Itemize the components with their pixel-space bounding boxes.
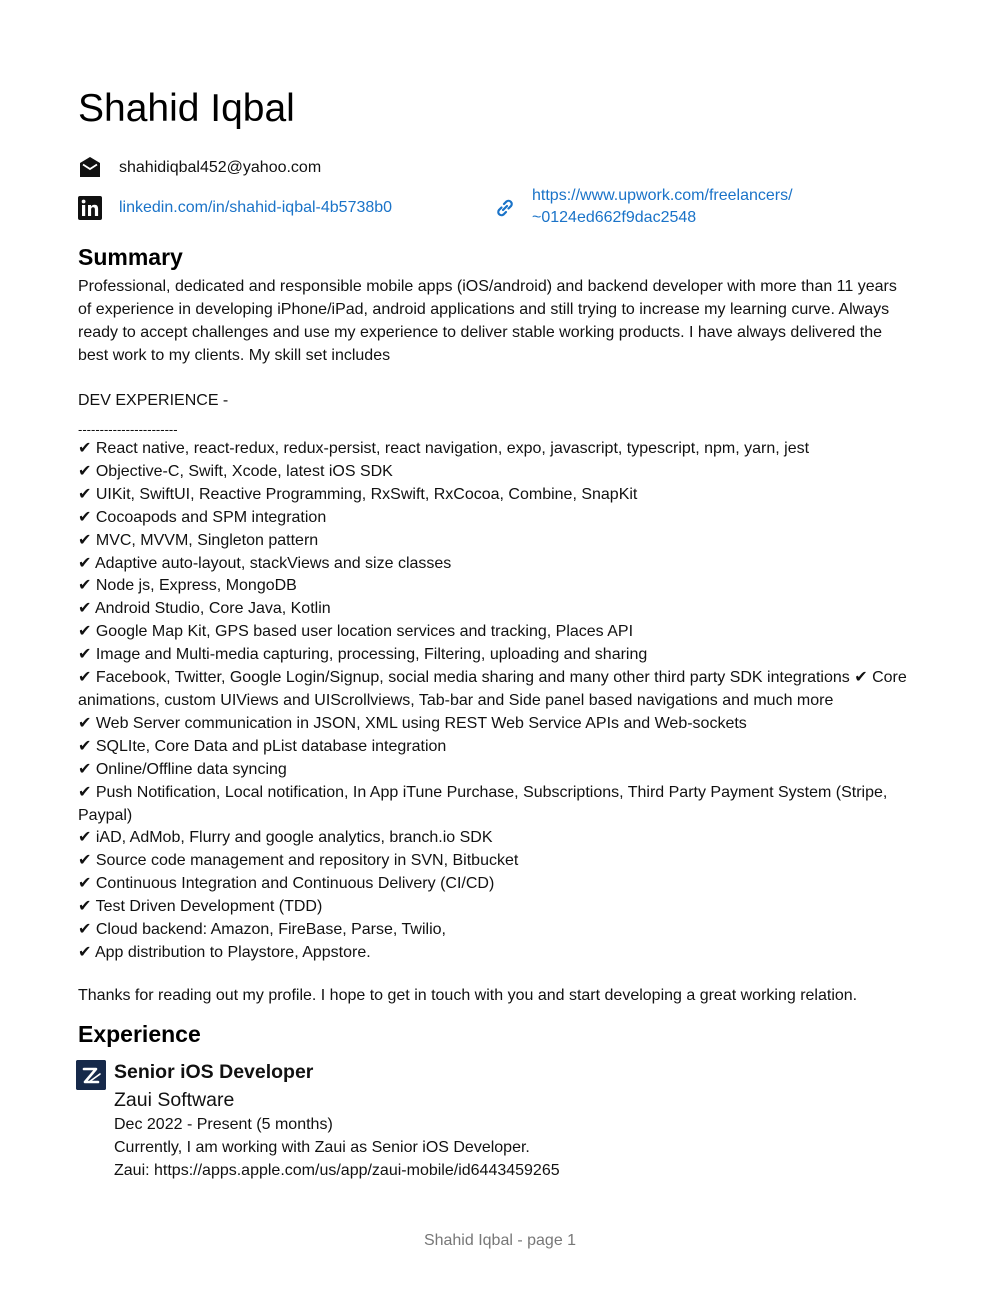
skill-item — [78, 621, 908, 644]
email-text: shahidiqbal452@yahoo.com — [119, 159, 322, 176]
summary-intro: Professional, dedicated and responsible mobile apps (iOS/android) and backend developer with more than 11 years of experience in developing iPhone/iPad, android applications and still trying to increase my learning curve. Always ready to accept challenges and use my experience to deliver stable working products. I have always delivered the best work to my clients. My skill set includes — [78, 278, 897, 364]
skill-item — [78, 873, 908, 896]
job-title: Senior iOS Developer — [114, 1061, 314, 1083]
check-icon: ✔ — [78, 600, 92, 618]
dev-experience-separator: ----------------------- — [78, 422, 178, 437]
check-icon: ✔ — [78, 462, 92, 480]
skill-text: Web Server communication in JSON, XML using REST Web Service APIs and Web-sockets — [95, 714, 747, 732]
check-icon: ✔ — [78, 829, 92, 847]
skill-item — [78, 736, 908, 759]
skill-item — [78, 896, 908, 919]
check-icon: ✔ — [78, 440, 92, 457]
skill-item — [78, 827, 908, 850]
skill-text: SQLIte, Core Data and pList database integration — [95, 737, 447, 755]
skill-item — [78, 713, 908, 736]
dev-experience-heading: DEV EXPERIENCE - — [78, 392, 229, 409]
skill-item — [78, 850, 908, 873]
upwork-link[interactable] — [532, 185, 793, 229]
check-icon: ✔ — [78, 508, 92, 526]
check-icon: ✔ — [78, 577, 92, 595]
check-icon: ✔ — [78, 737, 92, 755]
linkedin-link[interactable]: linkedin.com/in/shahid-iqbal-4b5738b0 — [119, 199, 393, 216]
link-icon — [493, 196, 517, 220]
linkedin-icon — [78, 196, 102, 220]
check-icon: ✔ — [78, 669, 92, 687]
skill-item — [78, 644, 908, 667]
page-footer: Shahid Iqbal - page 1 — [423, 1232, 577, 1249]
skill-text: Online/Offline data syncing — [95, 760, 287, 778]
skill-text: Google Map Kit, GPS based user location services and tracking, Places API — [95, 623, 634, 641]
skill-text: App distribution to Playstore, Appstore. — [94, 943, 371, 961]
check-icon: ✔ — [78, 760, 92, 778]
check-icon: ✔ — [78, 921, 92, 939]
check-icon: ✔ — [78, 554, 92, 572]
skill-item — [78, 553, 908, 576]
experience-heading: Experience — [78, 1021, 201, 1047]
skill-text: Image and Multi-media capturing, processing, Filtering, uploading and sharing — [95, 646, 648, 664]
skill-text: MVC, MVVM, Singleton pattern — [95, 531, 319, 549]
skill-text: Cloud backend: Amazon, FireBase, Parse, Twilio, — [95, 921, 446, 939]
check-icon: ✔ — [78, 714, 92, 732]
skill-text: Test Driven Development (TDD) — [95, 898, 323, 916]
skill-item — [78, 461, 908, 484]
skill-text: React native, react-redux, redux-persist, react navigation, expo, javascript, typescript, npm, yarn, jest — [95, 440, 810, 457]
check-icon: ✔ — [78, 531, 92, 549]
skill-item — [78, 942, 908, 965]
check-icon: ✔ — [78, 485, 92, 503]
skill-text: Cocoapods and SPM integration — [95, 508, 327, 526]
check-icon: ✔ — [78, 898, 92, 916]
skill-item — [78, 530, 908, 553]
skill-text: Continuous Integration and Continuous Delivery (CI/CD) — [95, 875, 495, 893]
job-description: Currently, I am working with Zaui as Senior iOS Developer. — [114, 1139, 530, 1156]
email-icon — [78, 155, 102, 179]
check-icon: ✔ — [78, 852, 92, 870]
job-company: Zaui Software — [114, 1089, 235, 1111]
skill-text: Source code management and repository in SVN, Bitbucket — [95, 852, 519, 870]
job-app-link: Zaui: https://apps.apple.com/us/app/zaui-mobile/id6443459265 — [114, 1162, 560, 1179]
skill-item — [78, 759, 908, 782]
skill-item — [78, 782, 908, 828]
skill-text: Adaptive auto-layout, stackViews and size classes — [94, 554, 452, 572]
skill-item — [78, 598, 908, 621]
skill-item — [78, 507, 908, 530]
skill-text: iAD, AdMob, Flurry and google analytics, branch.io SDK — [95, 829, 493, 847]
skill-item — [78, 484, 908, 507]
check-icon: ✔ — [78, 943, 92, 961]
skill-text: Android Studio, Core Java, Kotlin — [94, 600, 331, 618]
skill-text: UIKit, SwiftUI, Reactive Programming, RxSwift, RxCocoa, Combine, SnapKit — [95, 485, 638, 503]
skill-item — [78, 575, 908, 598]
skill-text: Facebook, Twitter, Google Login/Signup, social media sharing and many other third party SDK integrations ✔ Core animations, custom UIViews and UIScrollviews, Tab-bar and Side panel based navigations and much more — [78, 669, 907, 709]
check-icon: ✔ — [78, 646, 92, 664]
skill-item — [78, 919, 908, 942]
upwork-link-line1: https://www.upwork.com/freelancers/ — [532, 187, 793, 204]
skill-text: Objective-C, Swift, Xcode, latest iOS SDK — [95, 462, 393, 480]
skill-item — [78, 438, 908, 461]
skills-list — [78, 422, 908, 965]
candidate-name: Shahid Iqbal — [78, 87, 295, 130]
check-icon: ✔ — [78, 875, 92, 893]
check-icon: ✔ — [78, 623, 92, 641]
skill-text: Node js, Express, MongoDB — [95, 577, 297, 595]
check-icon: ✔ — [78, 783, 92, 801]
skill-text: Push Notification, Local notification, In App iTune Purchase, Subscriptions, Third Party Payment System (Stripe, Paypal) — [78, 783, 888, 824]
skill-item — [78, 667, 908, 713]
summary-heading: Summary — [78, 244, 183, 270]
summary-closing: Thanks for reading out my profile. I hope to get in touch with you and start developing a great working relation. — [78, 987, 858, 1004]
job-dates: Dec 2022 - Present (5 months) — [114, 1116, 333, 1133]
company-logo-icon — [76, 1060, 106, 1090]
upwork-link-line2: ~0124ed662f9dac2548 — [532, 209, 697, 226]
